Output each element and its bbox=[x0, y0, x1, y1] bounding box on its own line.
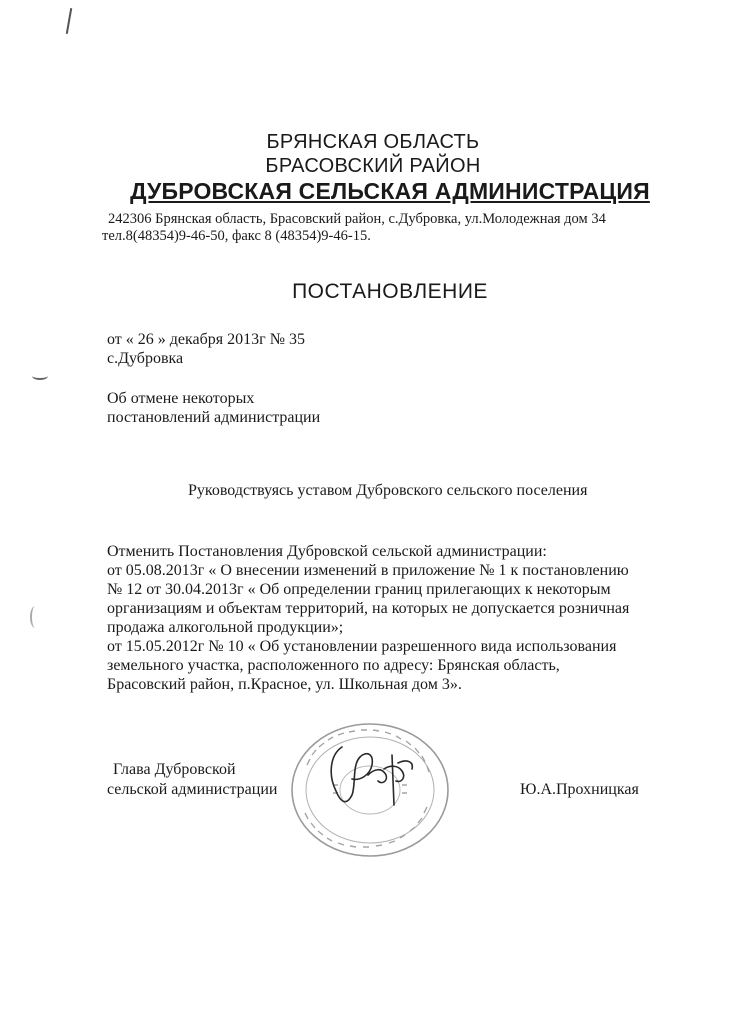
scan-mark-top bbox=[66, 8, 72, 34]
handwritten-signature bbox=[322, 735, 417, 815]
body-line: от 15.05.2012г № 10 « Об установлении разрешенного вида использования bbox=[107, 638, 617, 655]
region-heading: БРЯНСКАЯ ОБЛАСТЬ bbox=[266, 131, 480, 153]
legal-basis: Руководствуясь уставом Дубровского сельского поселения bbox=[188, 482, 588, 499]
subject-line-1: Об отмене некоторых bbox=[107, 390, 255, 407]
document-place: с.Дубровка bbox=[107, 350, 184, 367]
signatory-title-line-2: сельской администрации bbox=[107, 781, 278, 798]
body-line: организациям и объектам территорий, на которых не допускается розничная bbox=[107, 600, 630, 617]
subject-line-2: постановлений администрации bbox=[107, 409, 321, 426]
phone-line: тел.8(48354)9-46-50, факс 8 (48354)9-46-15. bbox=[102, 228, 371, 244]
address-line: 242306 Брянская область, Брасовский район, с.Дубровка, ул.Молодежная дом 34 bbox=[108, 211, 606, 227]
signatory-title-line-1: Глава Дубровской bbox=[113, 761, 236, 778]
body-line: № 12 от 30.04.2013г « Об определении границ прилегающих к некоторым bbox=[107, 581, 611, 598]
district-heading: БРАСОВСКИЙ РАЙОН bbox=[265, 155, 481, 177]
resolution-body bbox=[107, 542, 667, 694]
document-date-number: от « 26 » декабря 2013г № 35 bbox=[107, 331, 305, 348]
document-type-title: ПОСТАНОВЛЕНИЕ bbox=[292, 280, 488, 303]
body-line: Брасовский район, п.Красное, ул. Школьная дом 3». bbox=[107, 676, 462, 693]
body-line: продажа алкогольной продукции»; bbox=[107, 619, 344, 636]
body-line: от 05.08.2013г « О внесении изменений в приложение № 1 к постановлению bbox=[107, 562, 629, 579]
signatory-name: Ю.А.Прохницкая bbox=[520, 781, 639, 798]
scan-mark-left-2 bbox=[30, 606, 40, 628]
body-line: Отменить Постановления Дубровской сельской администрации: bbox=[107, 543, 547, 560]
scan-mark-left-1 bbox=[32, 372, 48, 380]
body-line: земельного участка, расположенного по адресу: Брянская область, bbox=[107, 657, 560, 674]
administration-heading: ДУБРОВСКАЯ СЕЛЬСКАЯ АДМИНИСТРАЦИЯ bbox=[130, 178, 650, 204]
